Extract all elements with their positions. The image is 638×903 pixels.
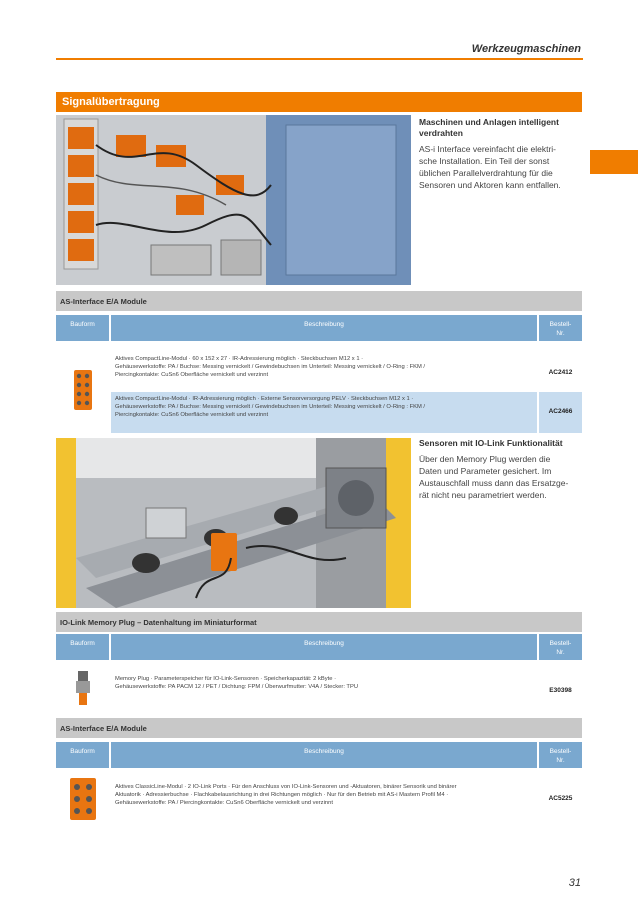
table2-title: IO-Link Memory Plug – Datenhaltung im Miniaturformat xyxy=(56,612,582,632)
table-row xyxy=(56,775,582,823)
col-beschreibung: Beschreibung xyxy=(111,315,537,341)
col-bestell-nr: Bestell- Nr. xyxy=(539,315,582,341)
table3-title: AS-Interface E/A Module xyxy=(56,718,582,738)
table1-title: AS-Interface E/A Module xyxy=(56,291,582,311)
col-beschreibung: Beschreibung xyxy=(111,634,537,660)
intro-body: AS-i Interface vereinfacht die elektri- sche Installation. Ein Teil der sonst üblichen Parallelverdrahtung für die Sensoren und Aktoren kann entfallen. xyxy=(419,144,561,190)
header-rule xyxy=(56,58,583,60)
col-bauform: Bauform xyxy=(56,315,109,341)
table1-header xyxy=(56,315,582,341)
order-number: E30398 xyxy=(539,665,582,710)
table-row xyxy=(56,347,582,433)
order-number: AC2466 xyxy=(539,392,582,433)
iolink-body: Über den Memory Plug werden die Daten und Parameter gesichert. Im Austauschfall muss dann das Ersatzge- rät nicht neu parametriert werden. xyxy=(419,454,569,500)
iolink-machine-photo xyxy=(56,438,411,608)
page-number: 31 xyxy=(568,877,581,889)
table2-header xyxy=(56,634,582,660)
compactline-module-image xyxy=(56,347,109,433)
intro-text-block xyxy=(419,117,584,191)
table3-header xyxy=(56,742,582,768)
page-header-title: Werkzeugmaschinen xyxy=(471,43,581,55)
col-beschreibung: Beschreibung xyxy=(111,742,537,768)
row-description: Aktives CompactLine-Modul · 60 x 152 x 27 · IR-Adressierung möglich · Steckbuchsen M12 x 1 · Gehäusewerkstoffe: PA / Buchse: Messing vernickelt / Gewindebuchsen im Unterteil: Messing vernickelt / O-Ring : FKM / Piercingkontakte: CuSn6 Oberfläche vernickelt und verzinnt xyxy=(111,347,537,390)
memory-plug-image xyxy=(56,665,109,710)
table-row xyxy=(56,665,582,710)
iolink-heading: Sensoren mit IO-Link Funktionalität xyxy=(419,438,563,448)
row-description: Aktives CompactLine-Modul · IR-Adressierung möglich · Externe Sensorversorgung PELV · Steckbuchsen M12 x 1 · Gehäusewerkstoffe: PA / Buchse: Messing vernickelt / Gewindebuchsen im Unterteil: Messing vernickelt / O-Ring : FKM / Piercingkontakte: CuSn6 Oberfläche vernickelt und verzinnt xyxy=(111,392,537,433)
order-number: AC2412 xyxy=(539,347,582,390)
asi-panel-photo xyxy=(56,115,411,285)
section-title: Signalübertragung xyxy=(56,92,582,112)
col-bestell-nr: Bestell- Nr. xyxy=(539,634,582,660)
classicline-module-image xyxy=(56,775,109,823)
side-chapter-tab xyxy=(590,150,638,174)
row-description: Memory Plug · Parameterspeicher für IO-Link-Sensoren · Speicherkapazität: 2 kByte · Gehäusewerkstoffe: PA PACM 12 / PET / Dichtung: FPM / Überwurfmutter: V4A / Stecker: TPU xyxy=(111,665,537,710)
col-bauform: Bauform xyxy=(56,634,109,660)
iolink-text-block xyxy=(419,438,584,501)
order-number: AC5225 xyxy=(539,775,582,823)
row-description: Aktives ClassicLine-Modul · 2 IO-Link Ports · Für den Anschluss von IO-Link-Sensoren und -Aktuatoren, binärer Sensorik und binärer Aktuatorik · Adressierbuchse · Flachkabelausrichtung in drei Richtungen möglich · Nur für den Betrieb mit AS-i Mastern Profil M4 · Gehäusewerkstoffe: PA / Piercingkontakte: CuSn6 Oberfläche vernickelt und verzinnt xyxy=(111,775,537,823)
intro-heading: Maschinen und Anlagen intelligent verdrahten xyxy=(419,117,559,138)
col-bestell-nr: Bestell- Nr. xyxy=(539,742,582,768)
col-bauform: Bauform xyxy=(56,742,109,768)
